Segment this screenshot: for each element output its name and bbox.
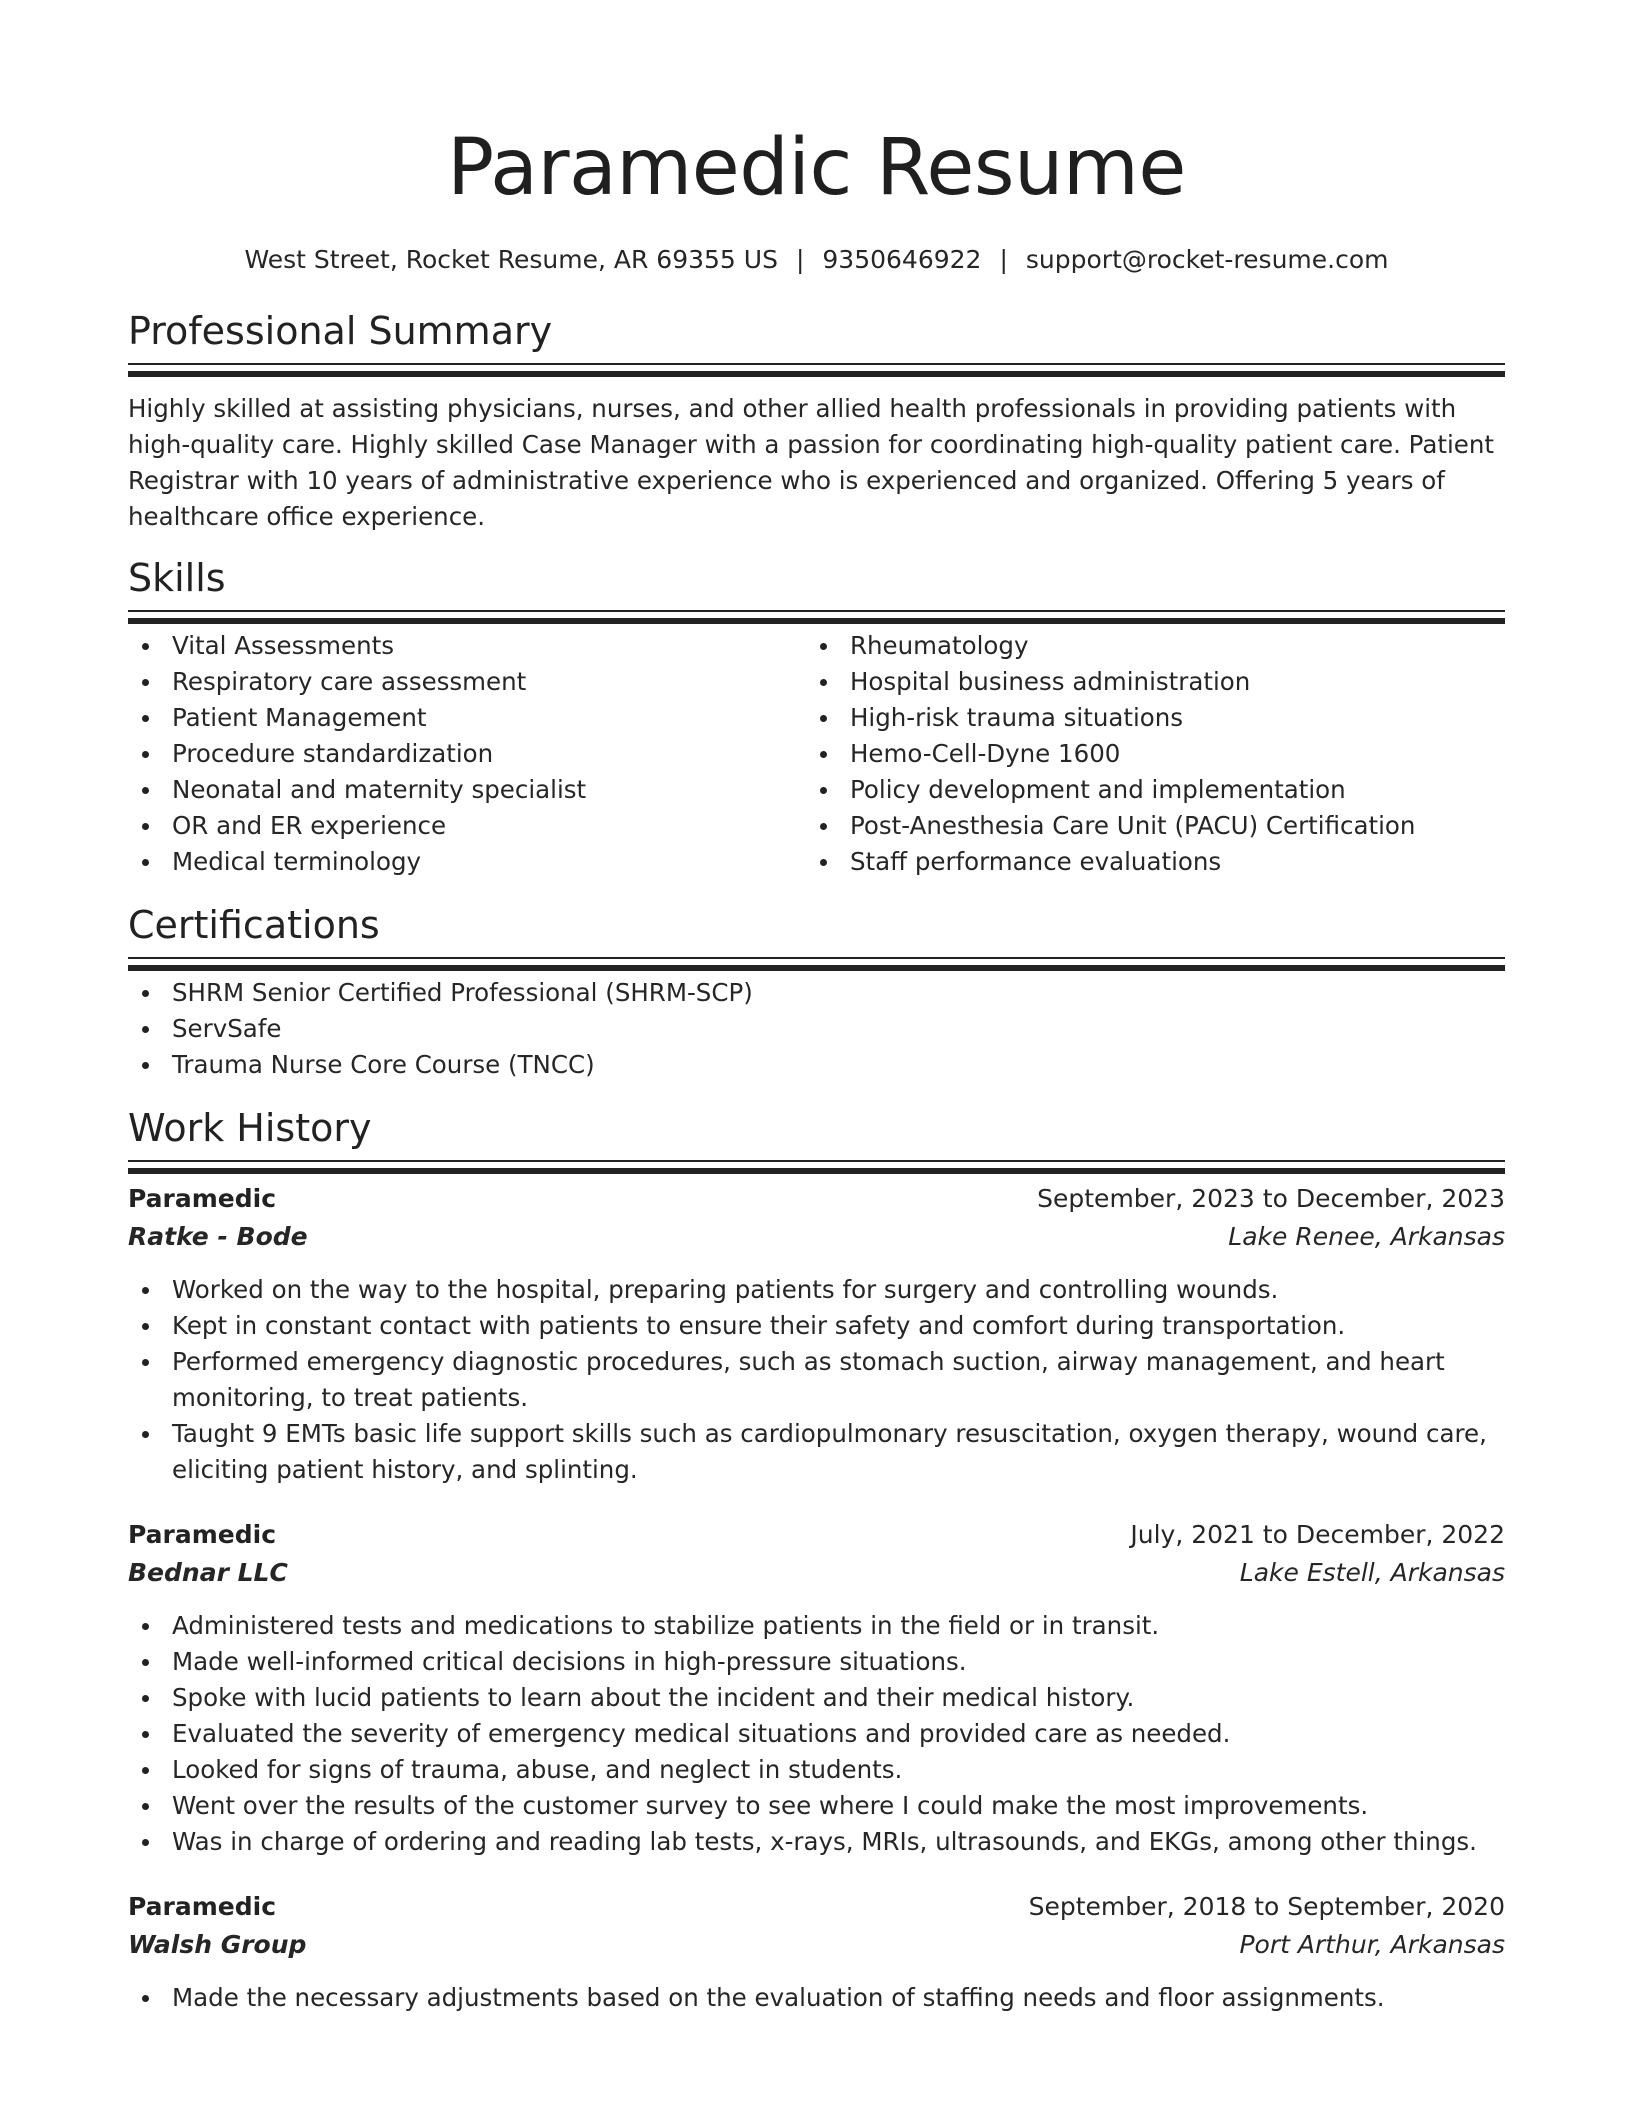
job-company: Walsh Group [128, 1930, 307, 1959]
job-bullet: Looked for signs of trauma, abuse, and neglect in students. [128, 1752, 1505, 1788]
job-company: Bednar LLC [128, 1558, 288, 1587]
section-divider [128, 957, 1505, 959]
job-bullet: Made well-informed critical decisions in high-pressure situations. [128, 1644, 1505, 1680]
skill-item: Respiratory care assessment [128, 664, 806, 700]
job-bullet: Worked on the way to the hospital, preparing patients for surgery and controlling wounds. [128, 1272, 1505, 1308]
job-bullet: Was in charge of ordering and reading lab tests, x-rays, MRIs, ultrasounds, and EKGs, among other things. [128, 1824, 1505, 1860]
skill-item: OR and ER experience [128, 808, 806, 844]
skills-columns [128, 628, 1505, 880]
work-history-section [128, 1104, 1505, 2016]
certification-item: Trauma Nurse Core Course (TNCC) [128, 1047, 1505, 1083]
contact-address: West Street, Rocket Resume, AR 69355 US [244, 245, 778, 274]
certification-item: ServSafe [128, 1011, 1505, 1047]
skill-item: High-risk trauma situations [806, 700, 1484, 736]
contact-separator: | [999, 245, 1008, 274]
job-dates: September, 2023 to December, 2023 [1037, 1184, 1505, 1213]
section-divider [128, 1160, 1505, 1162]
page-title: Paramedic Resume [447, 123, 1186, 213]
certifications-section [128, 901, 1505, 1083]
job-company: Ratke - Bode [128, 1222, 308, 1251]
skill-item: Hospital business administration [806, 664, 1484, 700]
summary-text: Highly skilled at assisting physicians, nurses, and other allied health professionals in providing patients with high-quality care. Highly skilled Case Manager with a passion for coordinating high-quality patient care. Patient Registrar with 10 years of administrative experience who is experienced and organized. Offering 5 years of healthcare office experience. [128, 394, 1494, 531]
job-title: Paramedic [128, 1892, 277, 1921]
job-bullet: Made the necessary adjustments based on the evaluation of staffing needs and floor assignments. [128, 1980, 1505, 2016]
job-header-row [128, 1516, 1505, 1554]
job-bullet: Performed emergency diagnostic procedures, such as stomach suction, airway management, and heart monitoring, to treat patients. [128, 1344, 1505, 1416]
skill-item: Hemo-Cell-Dyne 1600 [806, 736, 1484, 772]
skill-item: Procedure standardization [128, 736, 806, 772]
job-location: Port Arthur, Arkansas [1239, 1930, 1505, 1959]
skill-item: Rheumatology [806, 628, 1484, 664]
certifications-heading: Certifications [128, 903, 380, 947]
section-divider [128, 610, 1505, 612]
job-bullets [128, 1608, 1505, 1860]
job-bullets [128, 1980, 1505, 2016]
job-entry [128, 1888, 1505, 2016]
contact-separator: | [795, 245, 805, 274]
job-title: Paramedic [128, 1520, 277, 1549]
job-header-row [128, 1888, 1505, 1926]
summary-section [128, 307, 1505, 535]
skill-item: Post-Anesthesia Care Unit (PACU) Certification [806, 808, 1484, 844]
job-employer-row [128, 1926, 1505, 1964]
contact-email: support@rocket-resume.com [1025, 245, 1389, 274]
job-entry [128, 1516, 1505, 1860]
job-title: Paramedic [128, 1184, 277, 1213]
job-location: Lake Renee, Arkansas [1228, 1222, 1505, 1251]
contact-line [128, 244, 1505, 276]
job-dates: September, 2018 to September, 2020 [1028, 1892, 1505, 1921]
contact-phone: 9350646922 [822, 245, 982, 274]
job-dates: July, 2021 to December, 2022 [1130, 1520, 1505, 1549]
job-location: Lake Estell, Arkansas [1239, 1558, 1505, 1587]
job-bullet: Evaluated the severity of emergency medical situations and provided care as needed. [128, 1716, 1505, 1752]
resume-page [128, 0, 1505, 2016]
certification-item: SHRM Senior Certified Professional (SHRM-SCP) [128, 975, 1505, 1011]
section-divider [128, 363, 1505, 365]
job-bullet: Went over the results of the customer survey to see where I could make the most improvements. [128, 1788, 1505, 1824]
work-history-heading: Work History [128, 1106, 372, 1150]
job-bullets [128, 1272, 1505, 1488]
job-bullet: Kept in constant contact with patients to ensure their safety and comfort during transportation. [128, 1308, 1505, 1344]
job-bullet: Administered tests and medications to stabilize patients in the field or in transit. [128, 1608, 1505, 1644]
skills-section [128, 554, 1505, 880]
skills-list-left [128, 628, 806, 880]
job-employer-row [128, 1554, 1505, 1592]
skill-item: Medical terminology [128, 844, 806, 880]
summary-heading: Professional Summary [128, 309, 553, 353]
job-header-row [128, 1180, 1505, 1218]
skill-item: Policy development and implementation [806, 772, 1484, 808]
skills-list-right [806, 628, 1484, 880]
job-entry [128, 1180, 1505, 1488]
job-employer-row [128, 1218, 1505, 1256]
skills-heading: Skills [128, 556, 226, 600]
skill-item: Vital Assessments [128, 628, 806, 664]
skill-item: Neonatal and maternity specialist [128, 772, 806, 808]
skill-item: Staff performance evaluations [806, 844, 1484, 880]
job-bullet: Spoke with lucid patients to learn about the incident and their medical history. [128, 1680, 1505, 1716]
job-bullet: Taught 9 EMTs basic life support skills such as cardiopulmonary resuscitation, oxygen therapy, wound care, eliciting patient history, and splinting. [128, 1416, 1505, 1488]
certifications-list [128, 975, 1505, 1083]
skill-item: Patient Management [128, 700, 806, 736]
